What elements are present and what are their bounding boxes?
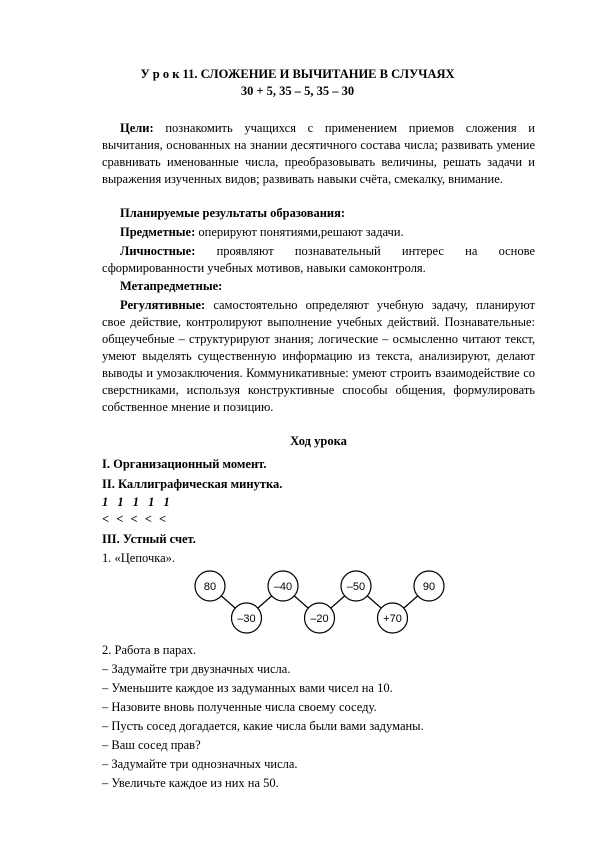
pairs-item: – Уменьшите каждое из задуманных вами чисел на 10. [102,681,393,695]
lesson-course-heading: Ход урока [290,434,347,448]
chain-connector [367,596,381,608]
pairs-item: – Увеличьте каждое из них на 50. [102,776,279,790]
chain-node-label: –50 [346,581,366,593]
chain-connector [294,596,308,608]
section-calligraphy: II. Каллиграфическая минутка. [102,477,283,491]
chain-node-label: 90 [422,581,436,593]
chain-node-label: –40 [273,581,293,593]
metasubject-heading: Метапредметные: [120,279,223,293]
pairs-item: – Задумайте три однозначных числа. [102,757,298,771]
lesson-title-line1: У р о к 11. СЛОЖЕНИЕ И ВЫЧИТАНИЕ В СЛУЧАЯХ [140,67,455,81]
goals-paragraph [102,120,535,188]
section-org: I. Организационный момент. [102,457,267,471]
goals-text: познакомить учащихся с применением приемов сложения и вычитания, основанных на знании десятичного состава числа; развивать умение сравнивать именованные числа, преобразовывать величины, решать задачи и выражения изученных видов; развивать навыки счёта, смекалку, внимание. [102,121,535,186]
regulative-paragraph [102,297,535,416]
pairs-item: – Ваш сосед прав? [102,738,201,752]
pairs-item: – Назовите вновь полученные числа своему соседу. [102,700,377,714]
pairs-heading: 2. Работа в парах. [102,643,197,657]
chain-node-label: 80 [203,581,217,593]
chain-node-label: +70 [383,613,402,625]
pairs-item: – Задумайте три двузначных числа. [102,662,291,676]
planned-results-heading: Планируемые результаты образования: [120,206,346,220]
calligraphy-row-ones: 1 1 1 1 1 [102,495,173,509]
personal-results [102,243,535,277]
pairs-item: – Пусть сосед догадается, какие числа были вами задуманы. [102,719,424,733]
subject-text: оперируют понятиями,решают задачи. [195,225,404,239]
calligraphy-row-less-than: < < < < < [102,512,169,526]
chain-node-label: –30 [237,613,256,625]
section-oral-count: III. Устный счет. [102,532,196,546]
chain-node-label: –20 [310,613,329,625]
chain-connector [404,596,418,608]
personal-label: Личностные: [120,244,196,258]
chain-exercise-label: 1. «Цепочка». [102,551,176,565]
chain-connector [258,596,272,608]
regulative-text: самостоятельно определяют учебную задачу, планируют свое действие, контролируют выполнение учебных действий. Познавательные: общеучебные – структурируют знания; логические – осмысленно читают текст, умеют выделять существенную информацию из текста, анализируют, делают выводы и умозаключения. Коммуникативные: умеют строить взаимодействие со сверстниками, используя конструктивные способы общения, формулировать собственное мнение и позицию. [102,298,535,414]
chain-diagram [190,566,450,642]
subject-results [120,224,404,241]
chain-connector [221,596,235,608]
lesson-title-line2: 30 + 5, 35 – 5, 35 – 30 [240,84,355,98]
subject-label: Предметные: [120,225,196,239]
regulative-label: Регулятивные: [120,298,206,312]
goals-label: Цели: [120,121,154,135]
chain-connector [331,596,345,608]
personal-text: проявляют познавательный интерес на основе сформированности учебных мотивов, навыки самоконтроля. [102,244,535,275]
